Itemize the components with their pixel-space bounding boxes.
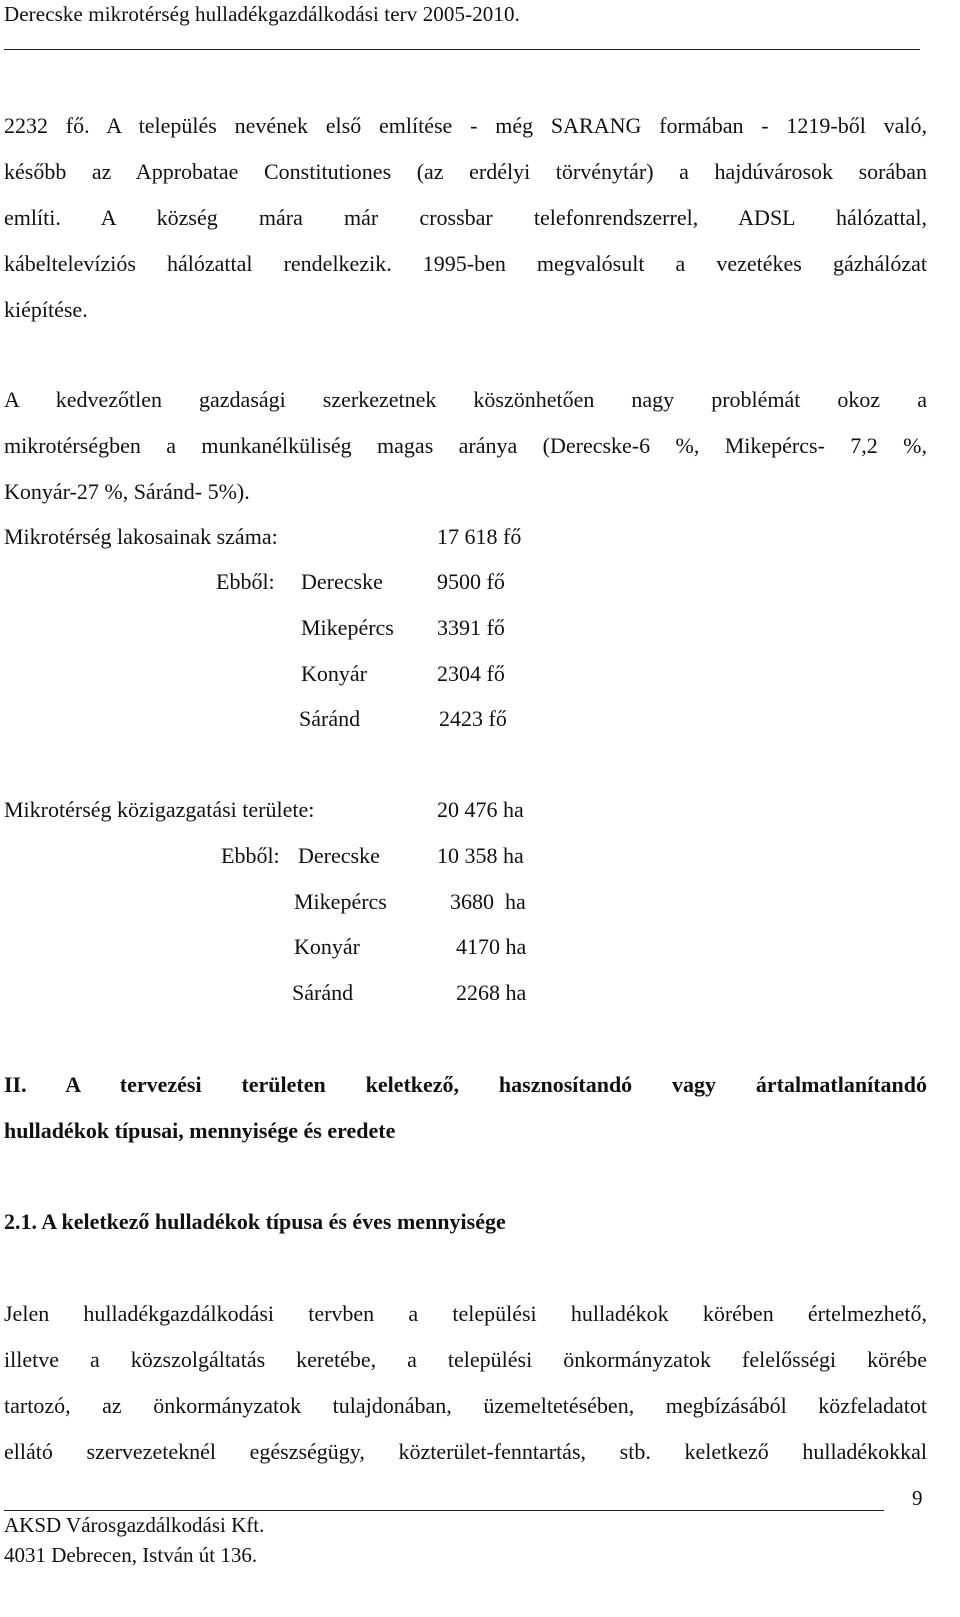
footer-address: 4031 Debrecen, István út 136.	[4, 1543, 258, 1567]
footer-divider	[4, 1510, 884, 1511]
text-line: A kedvezőtlen gazdasági szerkezetnek köszönhetően nagy problémát okoz a	[4, 387, 927, 412]
header-divider	[4, 49, 920, 50]
population-name-konyar: Konyár	[301, 661, 367, 686]
header-title: Derecske mikrotérség hulladékgazdálkodási terv 2005-2010.	[4, 2, 520, 26]
area-value-mikepercs: 3680 ha	[450, 889, 526, 914]
area-name-mikepercs: Mikepércs	[294, 889, 387, 914]
text-line: említi. A község mára már crossbar telefonrendszerrel, ADSL hálózattal,	[4, 205, 927, 230]
text-line: illetve a közszolgáltatás keretébe, a települési önkormányzatok felelősségi körébe	[4, 1347, 927, 1372]
area-name-derecske: Derecske	[298, 843, 380, 868]
heading-line: hulladékok típusai, mennyisége és eredete	[4, 1118, 396, 1143]
paragraph-plan-scope	[4, 1291, 927, 1475]
population-name-mikepercs: Mikepércs	[301, 615, 394, 640]
text-line: Jelen hulladékgazdálkodási tervben a települési hulladékok körében értelmezhető,	[4, 1301, 927, 1326]
population-name-sarand: Sáránd	[299, 706, 361, 731]
text-line: 2232 fő. A település nevének első említése - még SARANG formában - 1219-ből való,	[4, 113, 927, 138]
text-line: ellátó szervezeteknél egészségügy, közterület-fenntartás, stb. keletkező hulladékokkal	[4, 1439, 927, 1464]
area-value-derecske: 10 358 ha	[437, 843, 524, 868]
footer-company: AKSD Városgazdálkodási Kft.	[4, 1513, 265, 1537]
paragraph-unemployment	[4, 377, 927, 515]
paragraph-history	[4, 103, 927, 333]
text-line: mikrotérségben a munkanélküliség magas aránya (Derecske-6 %, Mikepércs- 7,2 %,	[4, 433, 927, 458]
population-total: 17 618 fő	[437, 524, 522, 549]
population-value-konyar: 2304 fő	[437, 661, 505, 686]
area-value-sarand: 2268 ha	[456, 980, 527, 1005]
area-name-sarand: Sáránd	[292, 980, 354, 1005]
population-prefix: Ebből:	[216, 569, 275, 594]
section-2-heading	[4, 1062, 927, 1154]
area-value-konyar: 4170 ha	[456, 934, 527, 959]
text-line: kábeltelevíziós hálózattal rendelkezik. 1995-ben megvalósult a vezetékes gázhálózat	[4, 251, 927, 276]
text-line: tartozó, az önkormányzatok tulajdonában, üzemeltetésében, megbízásából közfeladatot	[4, 1393, 927, 1418]
area-label: Mikrotérség közigazgatási területe:	[4, 797, 315, 822]
population-name-derecske: Derecske	[301, 569, 383, 594]
text-line: Konyár-27 %, Sáránd- 5%).	[4, 479, 250, 504]
heading-line: II. A tervezési területen keletkező, hasznosítandó vagy ártalmatlanítandó	[4, 1072, 927, 1097]
population-value-mikepercs: 3391 fő	[437, 615, 505, 640]
area-total: 20 476 ha	[437, 797, 524, 822]
population-value-sarand: 2423 fő	[439, 706, 507, 731]
population-value-derecske: 9500 fő	[437, 569, 505, 594]
section-2-1-heading: 2.1. A keletkező hulladékok típusa és éves mennyisége	[4, 1209, 506, 1234]
population-label: Mikrotérség lakosainak száma:	[4, 524, 278, 549]
page-number: 9	[912, 1486, 923, 1510]
text-line: később az Approbatae Constitutiones (az erdélyi törvénytár) a hajdúvárosok sorában	[4, 159, 927, 184]
area-prefix: Ebből:	[221, 843, 280, 868]
text-line: kiépítése.	[4, 297, 88, 322]
area-name-konyar: Konyár	[294, 934, 360, 959]
